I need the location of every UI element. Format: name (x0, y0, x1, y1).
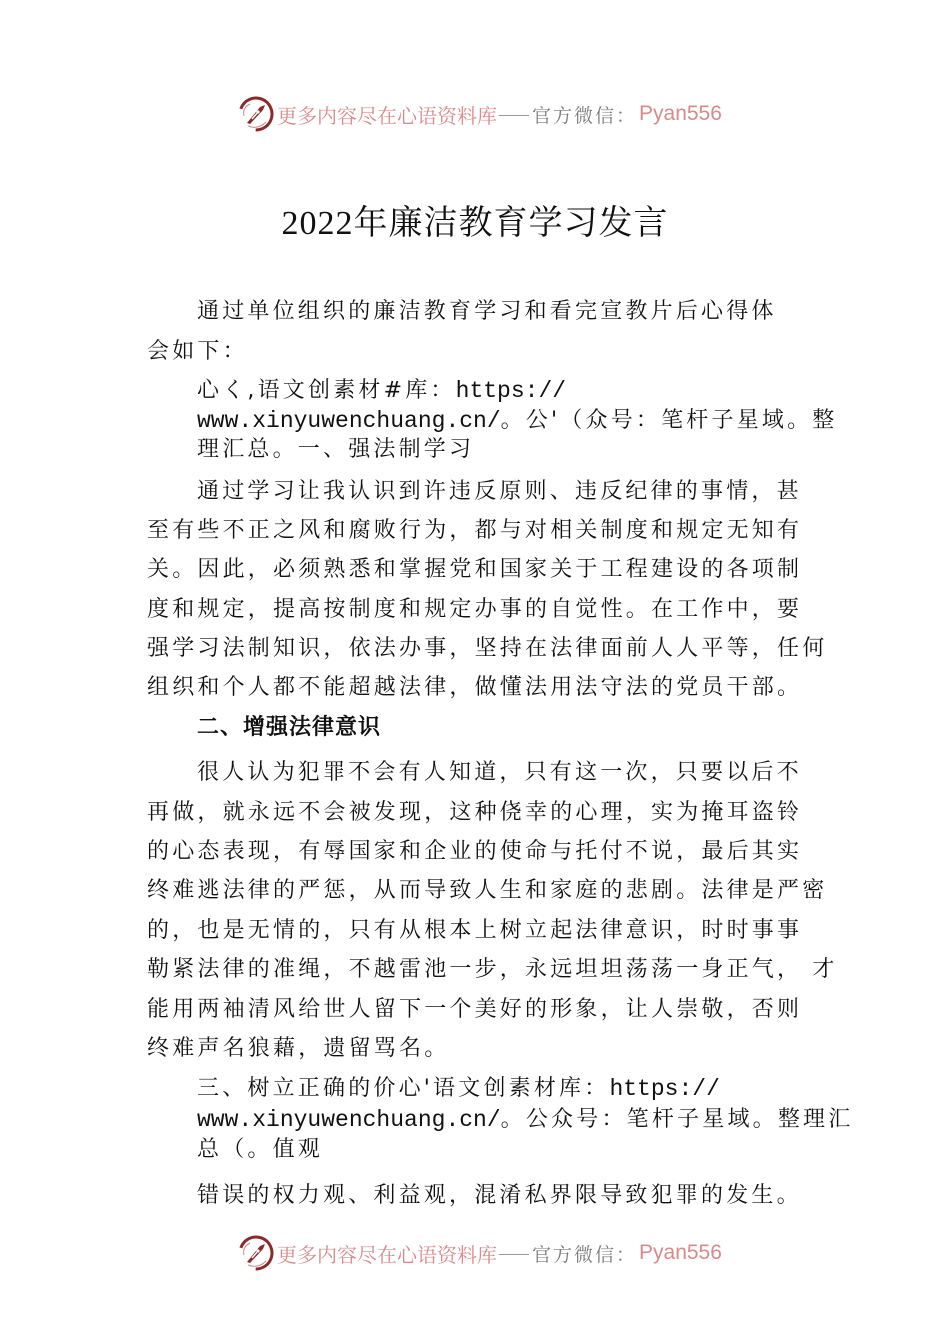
section2-line-2: 再做，就永远不会被发现，这种侥幸的心理，实为掩耳盗铃 (147, 800, 803, 825)
section1-line-6: 组织和个人都不能超越法律，做懂法用法守法的党员干部。 (147, 675, 803, 700)
header-banner (238, 94, 722, 134)
watermark-2-line-3: 总（。值观 (197, 1137, 324, 1162)
watermark-1-url-part-1: https:// (455, 378, 567, 404)
banner-brand-text: 更多内容尽在心语资料库 (277, 1242, 497, 1267)
document-title: 2022年廉洁教育学习发言 (281, 205, 669, 242)
section2-line-3: 的心态表现，有辱国家和企业的使命与托付不说，最后其实 (147, 839, 803, 864)
watermark-1-line-2 (197, 403, 838, 434)
section2-heading: 二、增强法律意识 (197, 715, 382, 740)
section1-line-5: 强学习法制知识，依法办事，坚持在法律面前人人平等，任何 (147, 636, 828, 661)
section2-line-4: 终难逃法律的严惩，从而导致人生和家庭的悲剧。法律是严密 (147, 878, 828, 903)
section2-line-5: 的，也是无情的，只有从根本上树立起法律意识，时时事事 (147, 918, 803, 943)
quill-pen-logo-icon (238, 96, 274, 132)
watermark-1-line-1-cn: 心く,语文创素材#库： (197, 378, 456, 403)
section1-line-4: 度和规定，提高按制度和规定办事的自觉性。在工作中，要 (147, 597, 803, 622)
banner-official-label: 官方微信： (532, 1243, 638, 1266)
watermark-2-url-part-2: www.xinyuwenchuang.cn/ (197, 1107, 501, 1133)
intro-line-1: 通过单位组织的廉洁教育学习和看完宣教片后心得体 (197, 299, 777, 324)
footer-banner (238, 1233, 722, 1273)
watermark-1-line-1 (197, 373, 566, 404)
banner-dash-divider (499, 1254, 529, 1255)
banner-dash-divider (499, 115, 529, 116)
section1-line-3: 关。因此，必须熟悉和掌握党和国家关于工程建设的各项制 (147, 557, 803, 582)
section2-line-1: 很人认为犯罪不会有人知道，只有这一次，只要以后不 (197, 760, 802, 785)
watermark-1-line-2-cn: 。公'（众号：笔杆子星域。整 (500, 408, 838, 433)
watermark-1-url-part-2: www.xinyuwenchuang.cn/ (197, 408, 501, 434)
banner-official-label: 官方微信： (532, 104, 638, 127)
section1-line-2: 至有些不正之风和腐败行为，都与对相关制度和规定无知有 (147, 518, 803, 543)
watermark-2-line-1-cn: 三、树立正确的价心'语文创素材库： (197, 1076, 610, 1101)
section2-line-6: 勒紧法律的准绳，不越雷池一步，永远坦坦荡荡一身正气， 才 (147, 957, 838, 982)
banner-wechat-id: Pyan556 (639, 1241, 722, 1264)
banner-wechat-id: Pyan556 (639, 102, 722, 125)
watermark-2-line-1 (197, 1071, 720, 1102)
banner-brand-text: 更多内容尽在心语资料库 (277, 103, 497, 128)
section1-line-1: 通过学习让我认识到许违反原则、违反纪律的事情，甚 (197, 479, 802, 504)
watermark-1-line-3: 理汇总。一、强法制学习 (197, 437, 475, 462)
quill-pen-logo-icon (238, 1235, 274, 1271)
section2-line-8: 终难声名狼藉，遗留骂名。 (147, 1036, 450, 1061)
section3-line-1: 错误的权力观、利益观，混淆私界限导致犯罪的发生。 (197, 1183, 802, 1208)
section2-line-7: 能用两袖清风给世人留下一个美好的形象，让人崇敬，否则 (147, 997, 803, 1022)
watermark-2-url-part-1: https:// (609, 1076, 720, 1102)
watermark-2-line-2-cn: 。公众号：笔杆子星域。整理汇 (500, 1107, 854, 1132)
intro-line-2: 会如下： (147, 339, 248, 364)
watermark-2-line-2 (197, 1102, 853, 1133)
